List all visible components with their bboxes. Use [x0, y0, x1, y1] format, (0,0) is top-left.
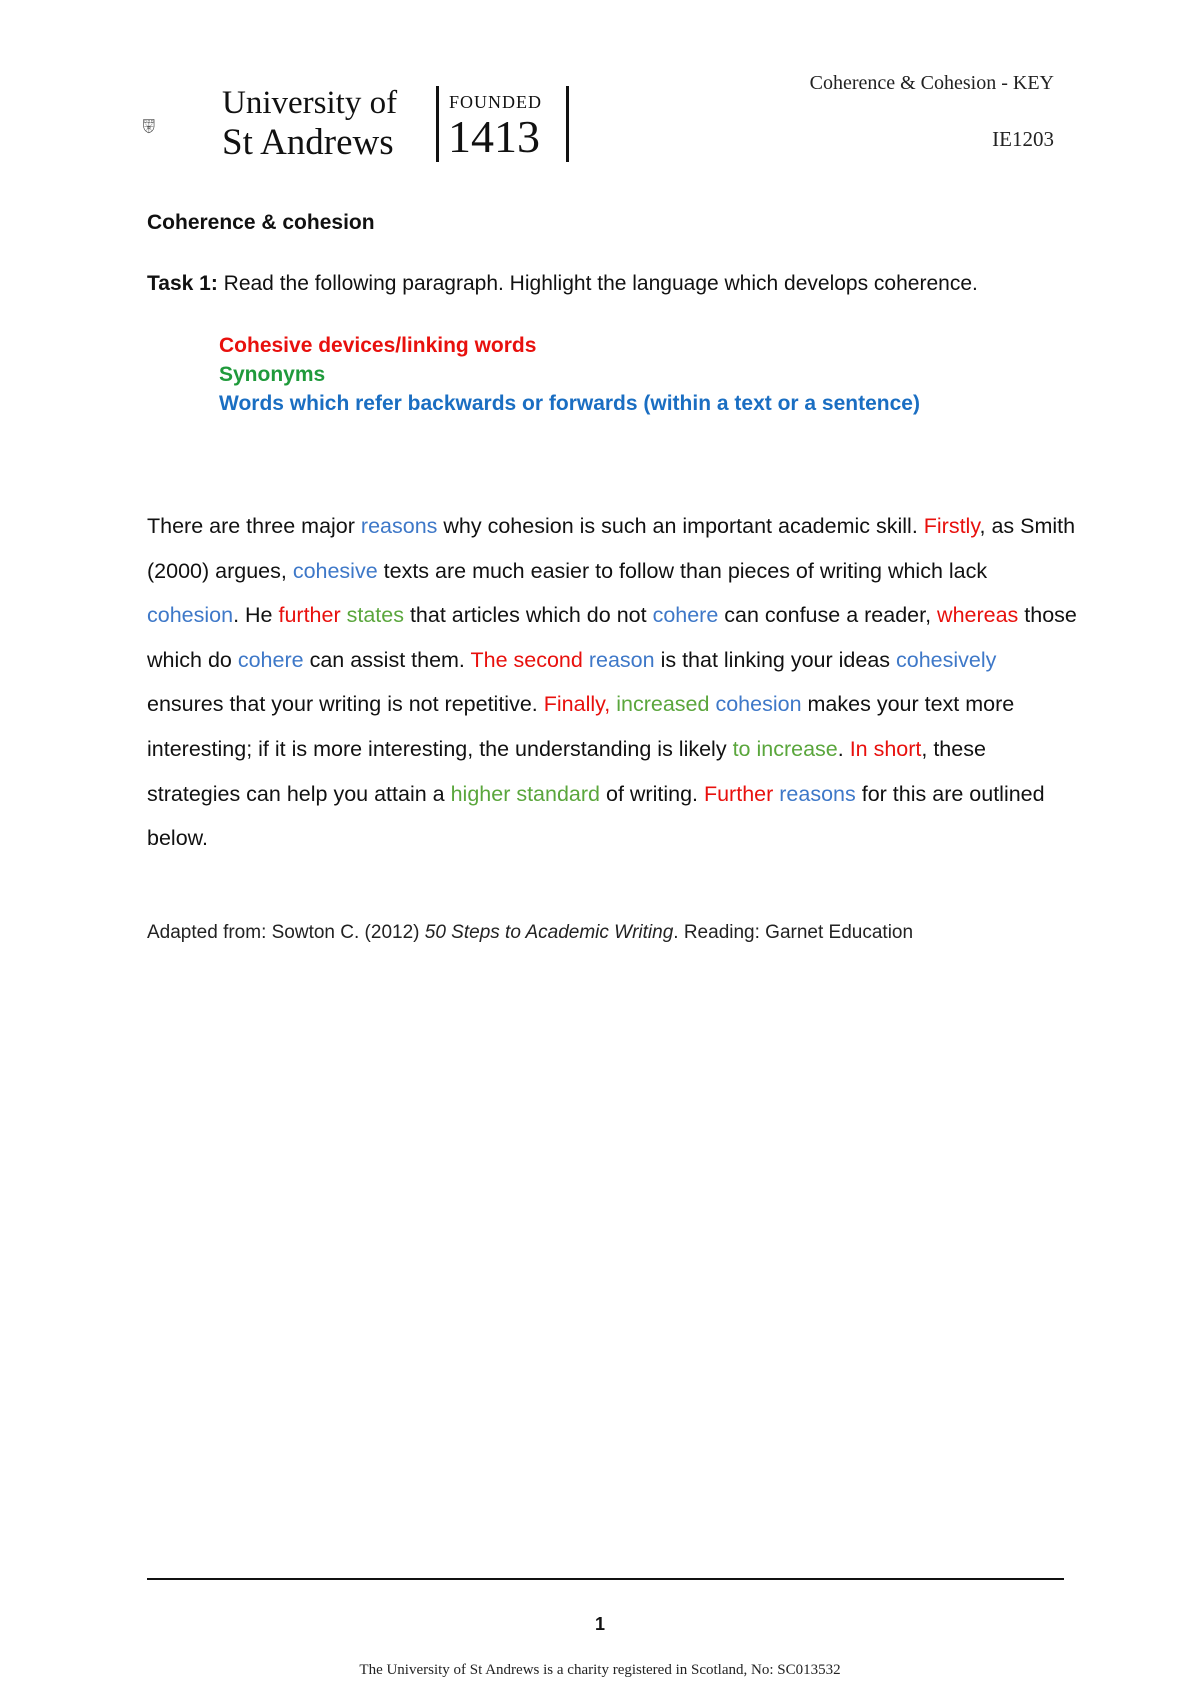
paragraph-text: ensures that your writing is not repetitive. — [147, 692, 544, 717]
legend-linking-words: Cohesive devices/linking words — [219, 334, 537, 357]
reference-word: reasons — [779, 781, 856, 806]
paragraph-text: makes your text more interesting; if it is more interesting, the understanding is likely — [147, 692, 1015, 761]
paragraph-text: texts are much easier to follow than pieces of writing which lack — [377, 558, 988, 583]
annotated-paragraph — [147, 504, 1077, 861]
reference-word: cohesion — [715, 692, 802, 717]
reference-word: cohesion — [147, 603, 234, 628]
reference-word: reason — [588, 647, 655, 672]
source-citation — [147, 922, 913, 944]
paragraph-text: . — [837, 736, 850, 761]
synonym-word: increased — [616, 692, 710, 717]
founded-label: FOUNDED — [449, 92, 543, 112]
charity-note: The University of St Andrews is a charity registered in Scotland, No: SC013532 — [359, 1662, 841, 1678]
linking-word: In short — [849, 736, 922, 761]
paragraph-text: of writing. — [600, 781, 704, 806]
source-book-title: 50 Steps to Academic Writing — [424, 922, 674, 943]
header-course-code: IE1203 — [992, 127, 1054, 151]
synonym-word: to increase — [732, 736, 838, 761]
reference-word: reasons — [360, 514, 438, 538]
university-line1: University of — [222, 85, 398, 121]
founded-divider-left — [436, 86, 439, 162]
linking-word: The second — [470, 647, 583, 672]
task-text: Read the following paragraph. Highlight the language which develops coherence. — [217, 272, 978, 295]
page-number: 1 — [594, 1614, 605, 1634]
linking-word: whereas — [937, 603, 1019, 628]
paragraph-text: , these strategies can help you attain a — [147, 736, 986, 806]
reference-word: cohere — [652, 603, 719, 628]
founded-year: 1413 — [448, 111, 540, 162]
university-wordmark — [222, 84, 397, 164]
paragraph-text: those which do — [147, 603, 1077, 672]
paragraph-text: can confuse a reader, — [718, 603, 938, 628]
university-line2: St Andrews — [222, 122, 394, 163]
legend-synonyms: Synonyms — [219, 363, 326, 386]
source-prefix: Adapted from: Sowton C. (2012) — [147, 922, 425, 943]
paragraph-text: . He — [233, 603, 279, 628]
paragraph-text: that articles which do not — [403, 603, 653, 628]
legend-reference-words: Words which refer backwards or forwards (within a text or a sentence) — [219, 392, 920, 415]
source-suffix: . Reading: Garnet Education — [673, 922, 914, 943]
paragraph-text: is that linking your ideas — [654, 647, 896, 672]
paragraph-text: for this are outlined below. — [147, 781, 1045, 851]
university-crest-icon — [143, 83, 215, 169]
paragraph-text: , as Smith (2000) argues, — [147, 514, 1076, 583]
synonym-word: higher standard — [450, 781, 601, 806]
task-instruction — [147, 272, 1067, 296]
founded-divider-right — [566, 86, 569, 162]
footer-divider — [147, 1578, 1064, 1580]
paragraph-text: can assist them. — [303, 647, 471, 672]
linking-word: further — [278, 603, 341, 628]
task-label: Task 1: — [147, 272, 218, 295]
reference-word: cohere — [237, 647, 304, 672]
page-title: Coherence & cohesion — [147, 211, 375, 234]
paragraph-text: There are three major — [147, 514, 361, 538]
synonym-word: states — [346, 603, 404, 628]
paragraph-text: why cohesion is such an important academic skill. — [437, 514, 924, 538]
linking-word: Firstly — [923, 514, 980, 538]
reference-word: cohesive — [292, 558, 378, 583]
header-doc-title: Coherence & Cohesion - KEY — [809, 72, 1054, 94]
linking-word: Finally, — [543, 692, 611, 717]
linking-word: Further — [703, 781, 774, 806]
reference-word: cohesively — [896, 647, 997, 672]
